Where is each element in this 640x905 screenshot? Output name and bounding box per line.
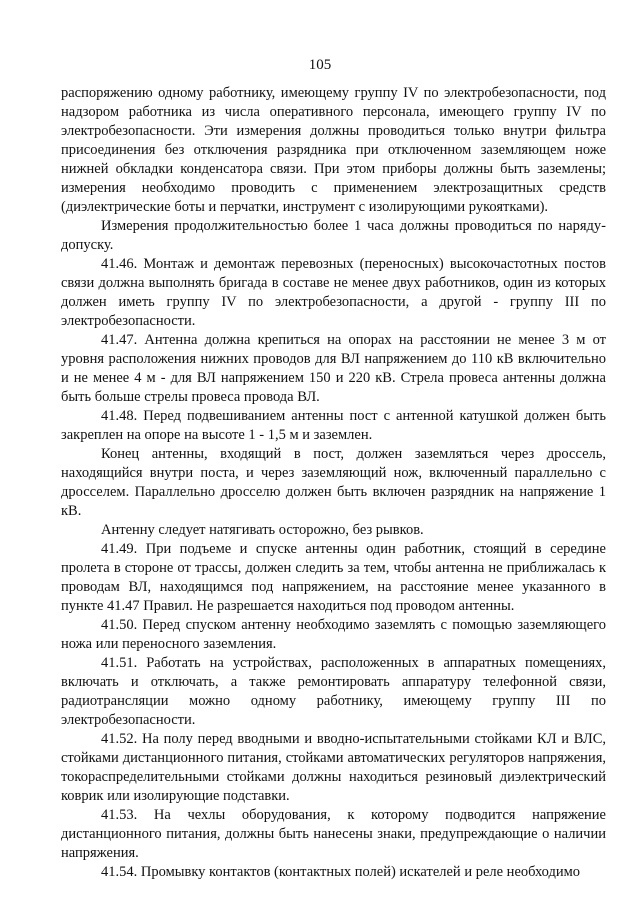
paragraph-41-54: 41.54. Промывку контактов (контактных полей) искателей и реле необходимо: [101, 864, 581, 880]
paragraph-41-49: 41.49. При подъеме и спуске антенны один работник, стоящий в середине пролета в стороне от трассы, должен следить за тем, чтобы антенна не приближалась к проводам ВЛ, находящимся под напряжением, на расстояние менее указанного в пункте 41.47 Правил. Не разрешается находиться под проводом антенны.: [61, 541, 606, 614]
paragraph-41-53: 41.53. На чехлы оборудования, к которому подводится напряжение дистанционного питания, должны быть нанесены знаки, предупреждающие о наличии напряжения.: [61, 807, 606, 861]
paragraph-41-46: 41.46. Монтаж и демонтаж перевозных (переносных) высокочастотных постов связи должна выполнять бригада в составе не менее двух работников, один из которых должен иметь группу IV по электробезопасности, а другой - группу III по электробезопасности.: [61, 256, 606, 329]
paragraph-41-51: 41.51. Работать на устройствах, расположенных в аппаратных помещениях, включать и отключать, а также ремонтировать аппаратуру телефонной связи, радиотрансляции можно одному работнику, имеющему группу III по электробезопасности.: [61, 655, 606, 728]
paragraph-41-52: 41.52. На полу перед вводными и вводно-испытательными стойками КЛ и ВЛС, стойками дистанционного питания, стойками автоматических регуляторов напряжения, токораспределительными стойками должны находиться резиновый диэлектрический коврик или изолирующие подставки.: [61, 731, 606, 804]
paragraph-41-48: 41.48. Перед подвешиванием антенны пост с антенной катушкой должен быть закреплен на опоре на высоте 1 - 1,5 м и заземлен.: [61, 408, 606, 443]
page-number: 105: [308, 57, 332, 73]
paragraph-antenna-end: Конец антенны, входящий в пост, должен заземляться через дроссель, находящийся внутри поста, и через заземляющий нож, включенный параллельно с дросселем. Параллельно дросселю должен быть включен разрядник на напряжение 1 кВ.: [61, 446, 606, 519]
paragraph-41-50: 41.50. Перед спуском антенну необходимо заземлять с помощью заземляющего ножа или переносного заземления.: [61, 617, 606, 652]
paragraph-41-47: 41.47. Антенна должна крепиться на опорах на расстоянии не менее 3 м от уровня расположения нижних проводов для ВЛ напряжением до 110 кВ включительно и не менее 4 м - для ВЛ напряжением 150 и 220 кВ. Стрела провеса антенны должна быть больше стрелы провеса провода ВЛ.: [61, 332, 606, 405]
body-text: [61, 84, 606, 882]
paragraph-continuation: распоряжению одному работнику, имеющему группу IV по электробезопасности, под надзором работника из числа оперативного персонала, имеющего группу IV по электробезопасности. Эти измерения должны проводиться только внутри фильтра присоединения без отключения разрядника при отключенном заземляющем ноже нижней обкладки конденсатора связи. При этом приборы должны быть заземлены; измерения необходимо проводить с применением электрозащитных средств (диэлектрические боты и перчатки, инструмент с изолирующими рукоятками).: [61, 85, 606, 215]
paragraph-permit-note: Измерения продолжительностью более 1 часа должны проводиться по наряду-допуску.: [61, 218, 606, 253]
paragraph-antenna-tension: Антенну следует натягивать осторожно, без рывков.: [101, 522, 424, 538]
